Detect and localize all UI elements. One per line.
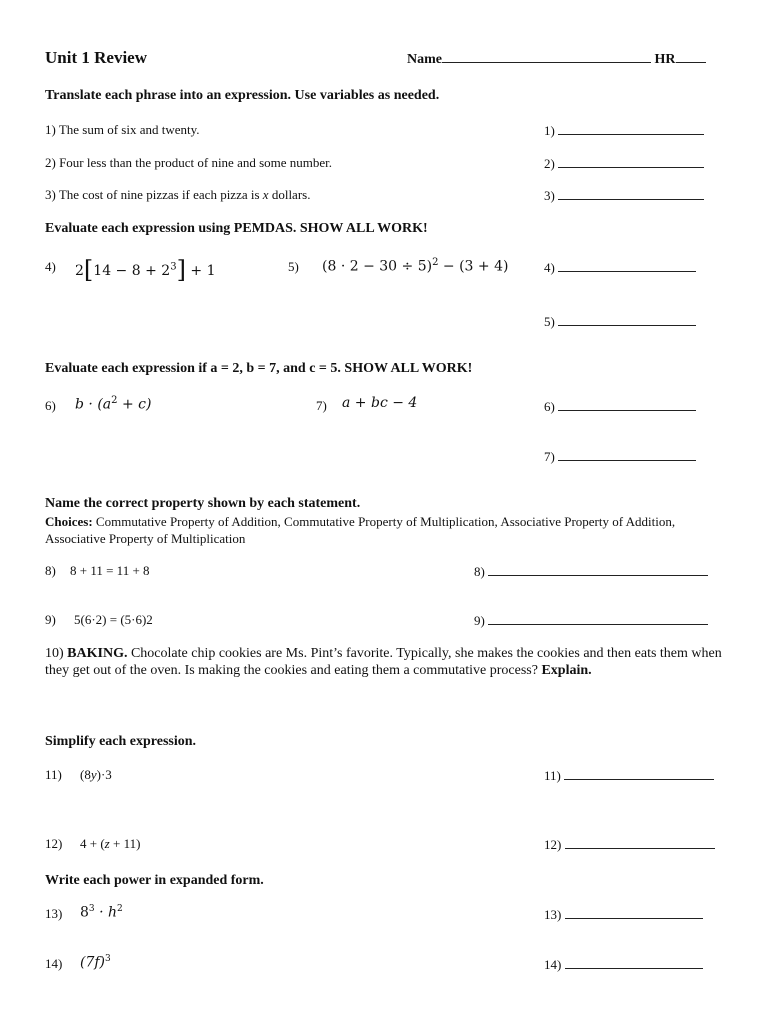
name-label: Name [407,52,442,67]
problem-11-number: 11) [45,767,62,782]
section-heading-translate: Translate each phrase into an expression. Use variables as needed. [45,88,440,103]
section-heading-simplify: Simplify each expression. [45,734,197,749]
section-heading-properties: Name the correct property shown by each statement. [45,496,361,511]
answer-blank-8[interactable]: 8) [474,564,708,578]
problem-9-number: 9) [45,612,56,627]
answer-blank-12[interactable]: 12) [544,837,715,851]
hr-label: HR [654,52,676,67]
answer-blank-2[interactable]: 2) [544,156,704,170]
problem-12-number: 12) [45,836,63,851]
problem-12-expression: 4 + (z + 11) [80,836,141,851]
problem-13-number: 13) [45,906,63,921]
problem-6-number: 6) [45,398,56,413]
name-field[interactable] [407,51,706,67]
problem-4-number: 4) [45,259,56,274]
answer-blank-3[interactable]: 3) [544,188,704,202]
problem-9-statement: 5(6·2) = (5·6)2 [74,612,153,627]
answer-blank-5[interactable]: 5) [544,314,696,328]
problem-6-expression: $b \cdot (a^2 + c)$ [75,395,152,413]
problem-14-number: 14) [45,956,63,971]
problem-14-expression: $(7f)^3$ [80,954,111,971]
section-heading-pemdas: Evaluate each expression using PEMDAS. SHOW ALL WORK! [45,221,428,236]
problem-10-text: 10) BAKING. Chocolate chip cookies are Ms. Pint’s favorite. Typically, she makes the cookies and then eats them when they get out of the oven. Is making the cookies and eating them a commutative process? Explain. [45,646,722,678]
answer-blank-11[interactable]: 11) [544,768,714,782]
property-choices: Choices: Commutative Property of Addition, Commutative Property of Multiplication, Associative Property of Addition, Associative Property of Multiplication [45,514,676,546]
answer-blank-14[interactable]: 14) [544,957,703,971]
problem-5-expression: $(8 \cdot 2 - 30 \div 5)^2 - (3 + 4)$ [322,257,509,275]
problem-13-expression: $8^3 \cdot h^2$ [80,904,123,921]
answer-blank-7[interactable]: 7) [544,449,696,463]
answer-blank-6[interactable]: 6) [544,399,696,413]
section-heading-evaluate-variables: Evaluate each expression if a = 2, b = 7, and c = 5. SHOW ALL WORK! [45,361,473,376]
problem-8-number: 8) [45,563,56,578]
answer-blank-9[interactable]: 9) [474,613,708,627]
problem-8-statement: 8 + 11 = 11 + 8 [70,563,150,578]
answer-blank-13[interactable]: 13) [544,907,703,921]
problem-7-expression: a + bc − 4 [342,395,418,411]
question-2: 2) Four less than the product of nine and some number. [45,155,333,170]
problem-5-number: 5) [288,259,299,274]
problem-7-number: 7) [316,398,327,413]
problem-4-expression: $2[14 - 8 + 2^3] + 1$ [75,256,216,284]
question-1: 1) The sum of six and twenty. [45,122,200,137]
answer-blank-1[interactable]: 1) [544,123,704,137]
problem-11-expression: (8y)·3 [80,767,112,782]
page-title: Unit 1 Review [45,48,147,67]
question-3: 3) The cost of nine pizzas if each pizza is x dollars. [45,187,311,202]
answer-blank-4[interactable]: 4) [544,260,696,274]
section-heading-expanded-form: Write each power in expanded form. [45,873,264,888]
